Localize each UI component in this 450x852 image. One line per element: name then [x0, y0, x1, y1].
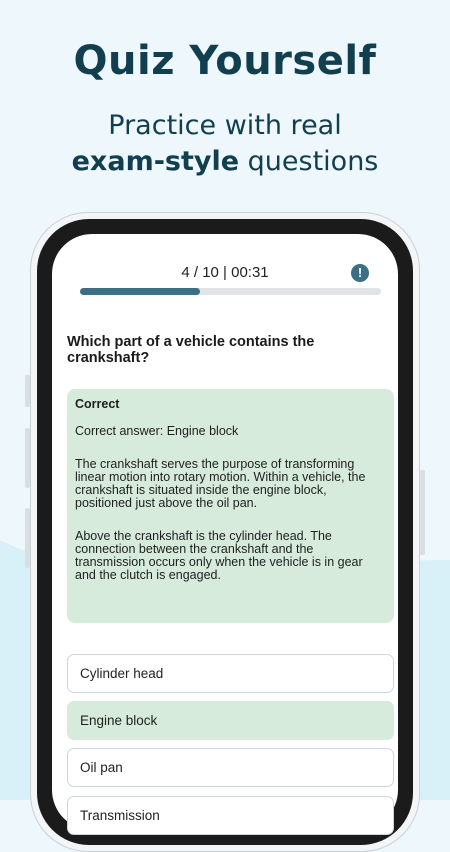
feedback-panel	[67, 389, 394, 623]
feedback-correct-answer: Correct answer: Engine block	[75, 424, 239, 438]
answer-option-oil-pan[interactable]: Oil pan	[67, 748, 394, 787]
promo-subline-line2	[0, 144, 450, 180]
answer-option-engine-block[interactable]: Engine block	[67, 701, 394, 740]
phone-bezel	[37, 219, 413, 845]
promo-headline: Quiz Yourself	[73, 38, 377, 84]
feedback-paragraph: Above the crankshaft is the cylinder head. The connection between the crankshaft and the transmission occurs only when the vehicle is in gear and the clutch is engaged.	[75, 529, 363, 582]
exclamation-circle-icon[interactable]: !	[351, 264, 369, 282]
progress-bar	[80, 288, 381, 295]
promo-subline-bold: exam-style	[71, 146, 240, 177]
answer-option-cylinder-head[interactable]: Cylinder head	[67, 654, 394, 693]
phone-power-button	[420, 470, 425, 555]
question-text: Which part of a vehicle contains the crankshaft?	[67, 334, 315, 366]
promo-subline	[0, 108, 450, 180]
phone-screen	[52, 234, 398, 830]
promo-subline-end: questions	[247, 146, 379, 177]
progress-bar-fill	[80, 288, 200, 295]
feedback-paragraph: The crankshaft serves the purpose of transforming linear motion into rotary motion. Within a vehicle, the crankshaft is situated inside the engine block, positioned just above the oil pan.	[75, 457, 366, 510]
quiz-status: 4 / 10 | 00:31	[181, 264, 269, 281]
feedback-title: Correct	[75, 397, 120, 411]
answer-option-transmission[interactable]: Transmission	[67, 796, 394, 835]
promo-subline-line1: Practice with real	[108, 110, 342, 141]
phone-frame	[30, 212, 420, 852]
